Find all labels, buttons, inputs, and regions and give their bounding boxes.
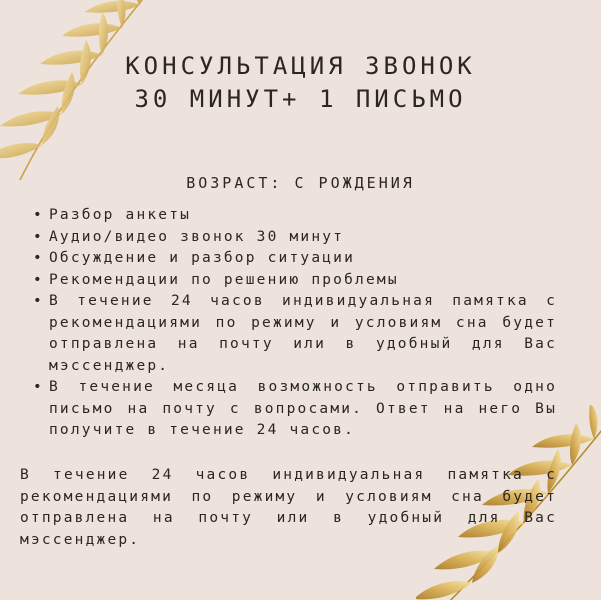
- note-paragraph: В течение 24 часов индивидуальная памятка с рекомендациями по режиму и условиям сна будет отправлена на почту или в удобный для Вас мэссенджер.: [20, 467, 557, 548]
- list-item: • Аудио/видео звонок 30 минут: [33, 227, 557, 249]
- page-title: [0, 50, 601, 116]
- age-subtitle: ВОЗРАСТ: С РОЖДЕНИЯ: [186, 174, 415, 192]
- list-item: • В течение месяца возможность отправить одно письмо на почту с вопросами. Ответ на него Вы получите в течение 24 часов.: [33, 377, 557, 442]
- list-item: • Разбор анкеты: [33, 205, 557, 227]
- features-list: [33, 205, 557, 442]
- list-item: • Обсуждение и разбор ситуации: [33, 248, 557, 270]
- list-item: • В течение 24 часов индивидуальная памятка с рекомендациями по режиму и условиям сна будет отправлена на почту или в удобный для Вас мэссенджер.: [33, 291, 557, 377]
- list-item: • Рекомендации по решению проблемы: [33, 270, 557, 292]
- title-line-2: 30 МИНУТ+ 1 ПИСЬМО: [134, 85, 467, 113]
- title-line-1: КОНСУЛЬТАЦИЯ ЗВОНОК: [125, 52, 476, 80]
